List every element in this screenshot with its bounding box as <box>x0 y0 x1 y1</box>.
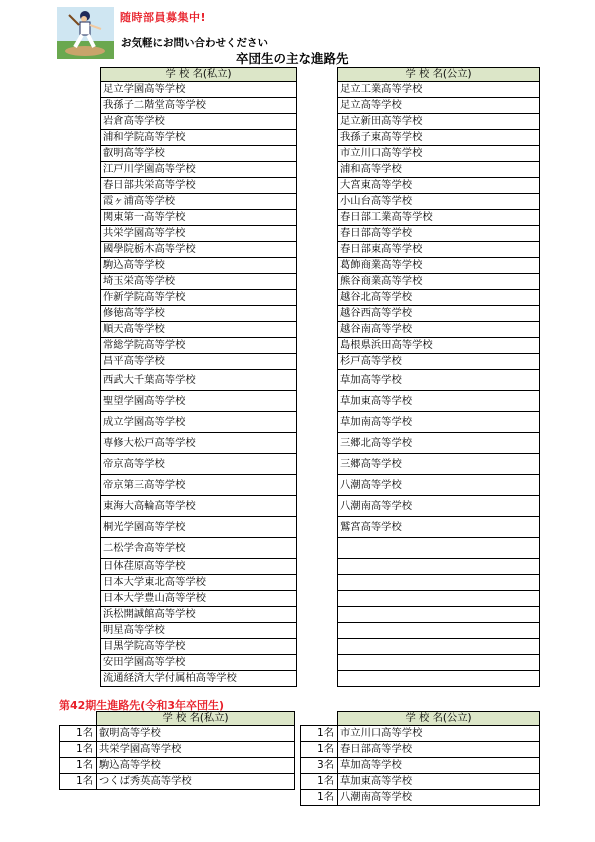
table-row <box>60 742 295 758</box>
school-name-cell: 修徳高等学校 <box>101 306 297 322</box>
table-row <box>101 639 297 655</box>
table-row <box>338 226 540 242</box>
school-name-cell: 國學院栃木高等学校 <box>101 242 297 258</box>
table-row <box>101 623 297 639</box>
school-name-cell <box>338 655 540 671</box>
table-row <box>101 258 297 274</box>
table-row <box>60 726 295 742</box>
school-name-cell <box>338 538 540 559</box>
school-name-cell: 帝京高等学校 <box>101 454 297 475</box>
section-title-42nd: 第42期生進路先(令和3年卒団生) <box>59 699 225 712</box>
table-row <box>338 391 540 412</box>
table-row <box>338 655 540 671</box>
school-name-cell: 越谷南高等学校 <box>338 322 540 338</box>
school-name-cell: 小山台高等学校 <box>338 194 540 210</box>
school-name-cell: 共栄学園高等学校 <box>97 742 295 758</box>
student-count-cell: 1名 <box>60 758 97 774</box>
table-row <box>338 412 540 433</box>
table-row <box>338 130 540 146</box>
school-name-cell <box>338 671 540 687</box>
school-name-cell: 昌平高等学校 <box>101 354 297 370</box>
table-row <box>101 98 297 114</box>
table-row <box>338 306 540 322</box>
table-row <box>338 639 540 655</box>
school-name-cell <box>338 639 540 655</box>
school-name-cell: 草加高等学校 <box>338 370 540 391</box>
table-row <box>101 370 297 391</box>
table-row <box>338 575 540 591</box>
school-name-cell: 桐光学園高等学校 <box>101 517 297 538</box>
table-row <box>101 194 297 210</box>
school-name-cell: 市立川口高等学校 <box>338 726 540 742</box>
school-name-cell: 大宮東高等学校 <box>338 178 540 194</box>
table-row <box>101 591 297 607</box>
table-row <box>338 146 540 162</box>
table-row <box>338 290 540 306</box>
school-name-cell: 帝京第三高等学校 <box>101 475 297 496</box>
table-row <box>101 454 297 475</box>
school-name-cell: 安田学園高等学校 <box>101 655 297 671</box>
table-row <box>338 475 540 496</box>
table-row <box>338 258 540 274</box>
school-name-cell: 明星高等学校 <box>101 623 297 639</box>
table-row <box>338 178 540 194</box>
school-name-cell: 足立新田高等学校 <box>338 114 540 130</box>
school-name-cell: 三郷高等学校 <box>338 454 540 475</box>
school-name-cell: 駒込高等学校 <box>101 258 297 274</box>
private-schools-table <box>100 67 297 687</box>
school-name-cell: 島根県浜田高等学校 <box>338 338 540 354</box>
table-row <box>338 607 540 623</box>
school-name-cell <box>338 575 540 591</box>
school-name-cell: 我孫子二階堂高等学校 <box>101 98 297 114</box>
school-name-cell: 浦和学院高等学校 <box>101 130 297 146</box>
table-row <box>301 790 540 806</box>
school-name-cell: 作新学院高等学校 <box>101 290 297 306</box>
school-name-cell: 共栄学園高等学校 <box>101 226 297 242</box>
table-row <box>101 433 297 454</box>
table-row <box>101 242 297 258</box>
contact-message: お気軽にお問い合わせください <box>121 37 268 49</box>
table-row <box>101 82 297 98</box>
table-row <box>101 290 297 306</box>
school-name-cell: 足立学園高等学校 <box>101 82 297 98</box>
table-row <box>101 306 297 322</box>
school-name-cell: 目黒学院高等学校 <box>101 639 297 655</box>
table-row <box>338 210 540 226</box>
school-name-cell <box>338 559 540 575</box>
table-row <box>101 274 297 290</box>
private-destinations-table <box>59 711 295 790</box>
school-name-cell <box>338 607 540 623</box>
school-name-cell <box>338 591 540 607</box>
table-row <box>101 655 297 671</box>
table-row <box>101 559 297 575</box>
school-name-cell: 杉戸高等学校 <box>338 354 540 370</box>
school-name-cell: 浦和高等学校 <box>338 162 540 178</box>
table-row <box>338 114 540 130</box>
school-name-cell: 八潮南高等学校 <box>338 790 540 806</box>
table-row <box>338 623 540 639</box>
table-row <box>101 210 297 226</box>
school-name-cell: 越谷西高等学校 <box>338 306 540 322</box>
sub-public-header: 学 校 名(公立) <box>338 712 540 726</box>
table-row <box>301 774 540 790</box>
table-row <box>101 391 297 412</box>
school-name-cell: 熊谷商業高等学校 <box>338 274 540 290</box>
school-name-cell: 草加南高等学校 <box>338 412 540 433</box>
public-schools-table <box>337 67 540 687</box>
school-name-cell: 叡明高等学校 <box>97 726 295 742</box>
table-row <box>101 607 297 623</box>
school-name-cell: 春日部高等学校 <box>338 226 540 242</box>
baseball-player-logo <box>57 7 114 59</box>
empty-header-cell <box>60 712 97 726</box>
school-name-cell: 八潮南高等学校 <box>338 496 540 517</box>
page-title: 卒団生の主な進路先 <box>236 51 349 66</box>
table-row <box>301 742 540 758</box>
table-row <box>101 322 297 338</box>
table-row <box>338 82 540 98</box>
school-name-cell: 浜松開誠館高等学校 <box>101 607 297 623</box>
school-name-cell: 霞ヶ浦高等学校 <box>101 194 297 210</box>
empty-header-cell <box>301 712 338 726</box>
school-name-cell: 日本大学豊山高等学校 <box>101 591 297 607</box>
school-name-cell: 我孫子東高等学校 <box>338 130 540 146</box>
school-name-cell: 草加東高等学校 <box>338 774 540 790</box>
student-count-cell: 1名 <box>60 726 97 742</box>
school-name-cell: 鷲宮高等学校 <box>338 517 540 538</box>
table-row <box>101 338 297 354</box>
school-name-cell: 春日部高等学校 <box>338 742 540 758</box>
student-count-cell: 1名 <box>301 790 338 806</box>
public-destinations-table <box>300 711 540 806</box>
school-name-cell: 岩倉高等学校 <box>101 114 297 130</box>
student-count-cell: 1名 <box>301 742 338 758</box>
table-row <box>101 146 297 162</box>
school-name-cell: 東海大高輪高等学校 <box>101 496 297 517</box>
school-name-cell: 駒込高等学校 <box>97 758 295 774</box>
school-name-cell: 順天高等学校 <box>101 322 297 338</box>
school-name-cell: 関東第一高等学校 <box>101 210 297 226</box>
table-row <box>338 322 540 338</box>
table-row <box>101 162 297 178</box>
table-row <box>338 242 540 258</box>
table-row <box>338 433 540 454</box>
school-name-cell: 越谷北高等学校 <box>338 290 540 306</box>
table-row <box>338 671 540 687</box>
table-row <box>338 370 540 391</box>
table-row <box>101 475 297 496</box>
school-name-cell: 草加東高等学校 <box>338 391 540 412</box>
table-row <box>338 162 540 178</box>
student-count-cell: 1名 <box>301 726 338 742</box>
table-row <box>338 354 540 370</box>
school-name-cell: 常総学院高等学校 <box>101 338 297 354</box>
table-row <box>338 559 540 575</box>
school-name-cell: つくば秀英高等学校 <box>97 774 295 790</box>
public-header: 学 校 名(公立) <box>338 68 540 82</box>
table-row <box>101 671 297 687</box>
school-name-cell: 江戸川学園高等学校 <box>101 162 297 178</box>
school-name-cell: 埼玉栄高等学校 <box>101 274 297 290</box>
school-name-cell: 春日部共栄高等学校 <box>101 178 297 194</box>
table-row <box>338 591 540 607</box>
student-count-cell: 3名 <box>301 758 338 774</box>
private-header: 学 校 名(私立) <box>101 68 297 82</box>
table-row <box>338 538 540 559</box>
table-row <box>101 354 297 370</box>
table-row <box>101 538 297 559</box>
table-row <box>338 194 540 210</box>
school-name-cell: 足立工業高等学校 <box>338 82 540 98</box>
table-row <box>60 758 295 774</box>
school-name-cell <box>338 623 540 639</box>
table-row <box>338 98 540 114</box>
table-row <box>60 774 295 790</box>
recruit-banner: 随時部員募集中! <box>120 11 207 24</box>
school-name-cell: 二松学舎高等学校 <box>101 538 297 559</box>
table-row <box>101 114 297 130</box>
school-name-cell: 三郷北高等学校 <box>338 433 540 454</box>
sub-private-header: 学 校 名(私立) <box>97 712 295 726</box>
school-name-cell: 春日部東高等学校 <box>338 242 540 258</box>
table-row <box>301 726 540 742</box>
school-name-cell: 日本大学東北高等学校 <box>101 575 297 591</box>
table-row <box>101 496 297 517</box>
school-name-cell: 草加高等学校 <box>338 758 540 774</box>
school-name-cell: 八潮高等学校 <box>338 475 540 496</box>
student-count-cell: 1名 <box>301 774 338 790</box>
table-row <box>338 454 540 475</box>
table-row <box>338 517 540 538</box>
school-name-cell: 日体荏原高等学校 <box>101 559 297 575</box>
school-name-cell: 成立学園高等学校 <box>101 412 297 433</box>
student-count-cell: 1名 <box>60 774 97 790</box>
table-row <box>338 338 540 354</box>
school-name-cell: 聖望学園高等学校 <box>101 391 297 412</box>
school-name-cell: 春日部工業高等学校 <box>338 210 540 226</box>
school-name-cell: 葛飾商業高等学校 <box>338 258 540 274</box>
table-row <box>101 517 297 538</box>
school-name-cell: 叡明高等学校 <box>101 146 297 162</box>
table-row <box>101 575 297 591</box>
student-count-cell: 1名 <box>60 742 97 758</box>
table-row <box>101 130 297 146</box>
table-row <box>338 274 540 290</box>
table-row <box>301 758 540 774</box>
table-row <box>101 178 297 194</box>
school-name-cell: 市立川口高等学校 <box>338 146 540 162</box>
table-row <box>101 412 297 433</box>
table-row <box>338 496 540 517</box>
school-name-cell: 専修大松戸高等学校 <box>101 433 297 454</box>
school-name-cell: 足立高等学校 <box>338 98 540 114</box>
school-name-cell: 西武大千葉高等学校 <box>101 370 297 391</box>
school-name-cell: 流通経済大学付属柏高等学校 <box>101 671 297 687</box>
table-row <box>101 226 297 242</box>
